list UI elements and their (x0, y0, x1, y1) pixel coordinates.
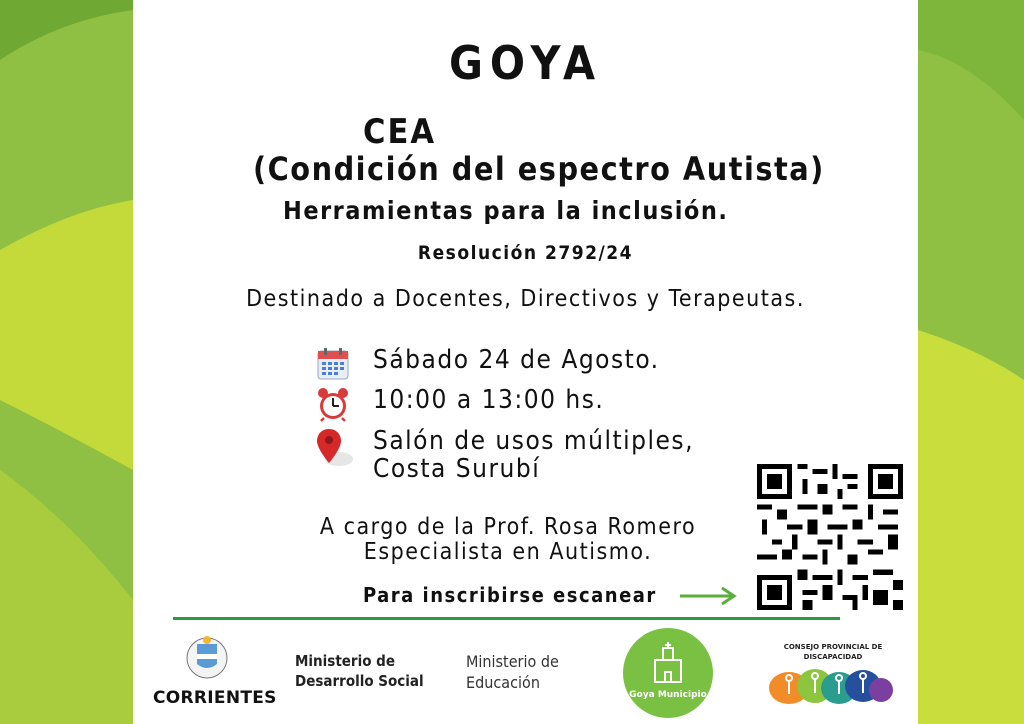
place-line-2: Costa Surubí (373, 454, 541, 484)
speaker-block (273, 515, 743, 565)
event-place (373, 427, 694, 483)
subtitle-condition: (Condición del espectro Autista) (253, 150, 825, 188)
divider (173, 617, 840, 620)
flyer-card (133, 0, 918, 724)
resolution-label: Resolución 2792/24 (417, 242, 634, 264)
subtitle-tools: Herramientas para la inclusión. (283, 196, 729, 225)
ministerio-social-line-1: Ministerio de (295, 652, 395, 670)
calendar-icon (315, 346, 351, 382)
qr-code[interactable] (755, 464, 905, 610)
arrow-right-icon (678, 585, 738, 607)
consejo-line-2: DISCAPACIDAD (803, 653, 863, 661)
ministerio-edu-line-1: Ministerio de (466, 652, 559, 671)
consejo-line-1: CONSEJO PROVINCIAL DE (783, 643, 883, 651)
speaker-line-2: Especialista en Autismo. (363, 539, 653, 565)
ministerio-social-line-2: Desarrollo Social (295, 672, 424, 690)
goya-municipio-text: Goya Municipio (629, 690, 707, 700)
time-row (315, 386, 604, 422)
consejo-figures-logo (769, 666, 893, 708)
goya-municipio-logo (623, 628, 713, 718)
consejo-logo-text (773, 642, 893, 662)
event-time: 10:00 a 13:00 hs. (373, 385, 605, 415)
date-row (315, 346, 660, 382)
corrientes-logo-text: CORRIENTES (153, 688, 277, 708)
map-pin-icon (315, 427, 355, 469)
ministerio-social-logo (295, 651, 424, 691)
speaker-line-1: A cargo de la Prof. Rosa Romero (319, 514, 697, 540)
church-icon (651, 642, 685, 686)
place-row (315, 427, 694, 483)
subtitle-cea: CEA (363, 112, 437, 152)
audience-text: Destinado a Docentes, Directivos y Terapeutas. (246, 286, 805, 312)
alarm-clock-icon (315, 386, 351, 422)
ministerio-educacion-logo (466, 651, 559, 693)
corrientes-shield-logo (185, 630, 229, 686)
page-title: GOYA (448, 36, 603, 90)
event-date: Sábado 24 de Agosto. (373, 345, 660, 375)
ministerio-edu-line-2: Educación (466, 673, 540, 692)
signup-label: Para inscribirse escanear (363, 583, 657, 607)
place-line-1: Salón de usos múltiples, (373, 426, 695, 456)
